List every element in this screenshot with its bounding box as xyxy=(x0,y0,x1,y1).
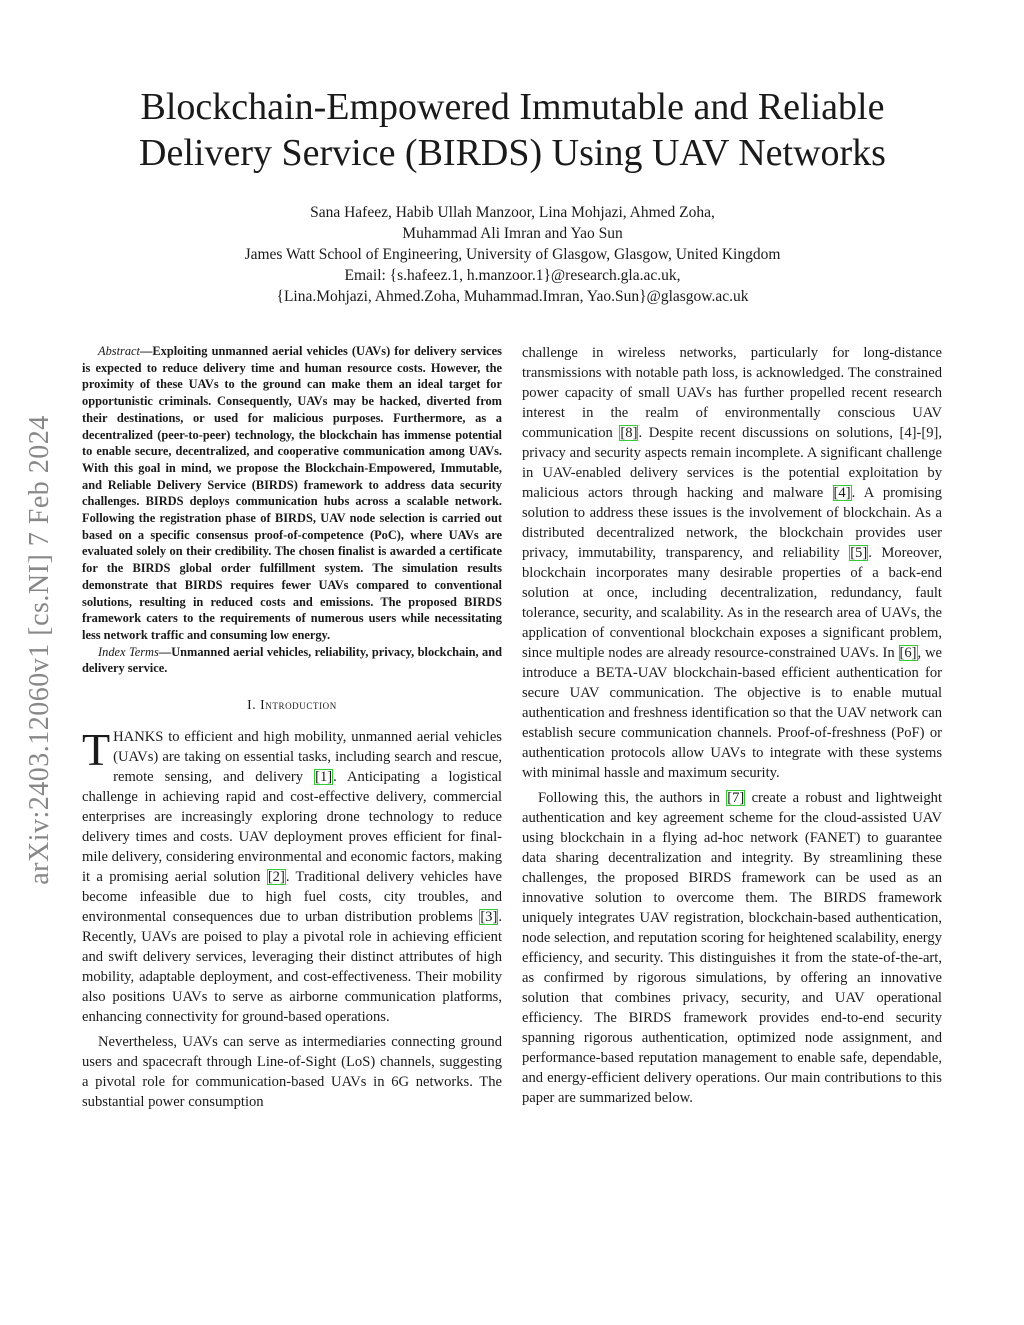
citation-link-2[interactable]: [2] xyxy=(267,869,285,886)
section-numeral: I. xyxy=(247,697,257,713)
drop-cap: T xyxy=(82,724,111,776)
right-column xyxy=(522,343,942,1108)
intro-p1-text-a: HANKS to efficient and high mobility, unmanned aerial vehicles (UAVs) are taking on essential tasks, including search and rescue, remote sensing, and delivery xyxy=(113,729,502,786)
intro-p1-text-d: . Recently, UAVs are poised to play a pivotal role in achieving efficient and swift delivery services, leveraging their distinct attributes of high mobility, adaptable deployment, and cost-effectiveness. Their mobility also positions UAVs to serve as airborne communication platforms, enhancing connectivity for ground-based operations. xyxy=(82,909,502,1026)
title-line-2: Delivery Service (BIRDS) Using UAV Networks xyxy=(139,132,886,174)
intro-paragraph-1 xyxy=(82,724,503,1027)
email-line-2: {Lina.Mohjazi, Ahmed.Zoha, Muhammad.Imran, Yao.Sun}@glasgow.ac.uk xyxy=(276,288,749,305)
citation-link-4[interactable]: [4] xyxy=(833,485,851,501)
intro-p2-text-a: challenge in wireless networks, particularly for long-distance transmissions with notable path loss, is acknowledged. The constrained power capacity of small UAVs has further propelled recent research interest in the realm of environmentally conscious UAV communication xyxy=(522,345,942,441)
affiliation: James Watt School of Engineering, University of Glasgow, Glasgow, United Kingdom xyxy=(244,246,781,263)
citation-link-7[interactable]: [7] xyxy=(727,790,745,806)
abstract-lead: Abstract xyxy=(98,344,140,358)
arxiv-identifier: arXiv:2403.12060v1 [cs.NI] 7 Feb 2024 xyxy=(24,415,55,885)
citation-link-6[interactable]: [6] xyxy=(899,645,917,661)
section-heading-introduction xyxy=(82,697,502,713)
citation-link-3[interactable]: [3] xyxy=(480,909,498,926)
intro-p2-text-b: . Despite recent discussions on solutions, [4]-[9], privacy and security aspects remain incomplete. A significant challenge in UAV-enabled delivery services is the potential exploitation by malicious actors through hacking and malware xyxy=(522,425,942,501)
index-terms-text: —Unmanned aerial vehicles, reliability, privacy, blockchain, and delivery service. xyxy=(82,644,502,676)
section-name: Introduction xyxy=(260,697,337,713)
intro-p2-text-e: , we introduce a BETA-UAV blockchain-based efficient authentication for secure UAV communication. The objective is to enable mutual authentication and freshness identification so that the UAV network can establish secure communication channels. Proof-of-freshness (PoF) or authentication protocols allow UAVs to integrate with these systems with minimal hassle and maximum security. xyxy=(522,645,942,781)
intro-p2-text-d: . Moreover, blockchain incorporates many desirable properties of a back-end solution at once, including decentralization, redundancy, fault tolerance, security, and scalability. As in the research area of UAVs, the application of conventional blockchain exposes a significant problem, since multiple nodes are already resource-constrained UAVs. In xyxy=(522,545,942,661)
intro-p1-text-b: . Anticipating a logistical challenge in achieving rapid and cost-effective delivery, commercial enterprises are increasingly exploring drone technology to reduce delivery times and costs. UAV deployment proves efficient for final-mile delivery, considering environmental and economic factors, making it a promising aerial solution xyxy=(82,769,502,886)
left-column xyxy=(82,343,502,1112)
author-names-line-1: Sana Hafeez, Habib Ullah Manzoor, Lina Mohjazi, Ahmed Zoha, xyxy=(310,204,715,221)
abstract xyxy=(82,343,502,644)
intro-p3-text-b: create a robust and lightweight authentication and key agreement scheme for the cloud-assisted UAV using blockchain in a flying ad-hoc network (FANET) to guarantee data sharing decentralization and integrity. By streamlining these challenges, the proposed BIRDS framework can be used as an innovative solution to overcome them. The BIRDS framework uniquely integrates UAV registration, blockchain-based authentication, node selection, and reputation scoring for heightened scalability, energy efficiency, and security. This distinguishes it from the state-of-the-art, as confirmed by rigorous simulations, by offering an innovative solution that combines privacy, security, and UAV operational efficiency. The BIRDS framework provides end-to-end security spanning rigorous authentication, optimized node assignment, and performance-based reputation management to enable safe, dependable, and energy-efficient delivery operations. Our main contributions to this paper are summarized below. xyxy=(522,790,943,1106)
title-line-1: Blockchain-Empowered Immutable and Reliable xyxy=(140,86,885,128)
author-names-line-2: Muhammad Ali Imran and Yao Sun xyxy=(402,225,623,242)
intro-p2-text-c: . A promising solution to address these issues is the involvement of blockchain. As a distributed decentralized network, the blockchain provides user privacy, immutability, transparency, and reliability xyxy=(522,485,943,561)
intro-p3-text-a: Following this, the authors in xyxy=(538,790,727,806)
citation-link-1[interactable]: [1] xyxy=(315,769,333,786)
paper-title xyxy=(70,84,955,176)
intro-paragraph-2-start: Nevertheless, UAVs can serve as intermediaries connecting ground users and spacecraft through Line-of-Sight (LoS) channels, suggesting a pivotal role for communication-based UAVs in 6G networks. The substantial power consumption xyxy=(82,1034,502,1111)
citation-link-8[interactable]: [8] xyxy=(620,425,638,441)
author-block xyxy=(120,202,905,307)
intro-paragraph-2-continued xyxy=(522,343,942,783)
citation-link-5[interactable]: [5] xyxy=(850,545,868,561)
intro-paragraph-3 xyxy=(522,788,942,1108)
intro-p1-text-c: . Traditional delivery vehicles have become infeasible due to high fuel costs, city troubles, and environmental consequences due to urban distribution problems xyxy=(82,869,503,926)
email-line-1: Email: {s.hafeez.1, h.manzoor.1}@research.gla.ac.uk, xyxy=(344,267,681,284)
index-terms-lead: Index Terms xyxy=(98,644,159,659)
index-terms xyxy=(82,644,502,677)
abstract-text: —Exploiting unmanned aerial vehicles (UAVs) for delivery services is expected to reduce delivery time and human resource costs. However, the proximity of these UAVs to the ground can make them an ideal target for opportunistic criminals. Consequently, UAVs may be hacked, diverted from their destinations, or used for malicious purposes. Furthermore, as a decentralized (peer-to-peer) technology, the blockchain has immense potential to enable secure, decentralized, and cooperative communication among UAVs. With this goal in mind, we propose the Blockchain-Empowered, Immutable, and Reliable Delivery Service (BIRDS) framework to address data security challenges. BIRDS deploys communication hubs across a scalable network. Following the registration phase of BIRDS, UAV node selection is carried out based on a specific consensus proof-of-competence (PoC), where UAVs are evaluated solely on their credibility. The chosen finalist is awarded a certificate for the BIRDS global order fulfillment system. The simulation results demonstrate that BIRDS requires fewer UAVs compared to conventional solutions, resulting in reduced costs and emissions. The proposed BIRDS framework caters to the requirements of numerous users while necessitating less network traffic and consuming low energy. xyxy=(82,344,502,642)
